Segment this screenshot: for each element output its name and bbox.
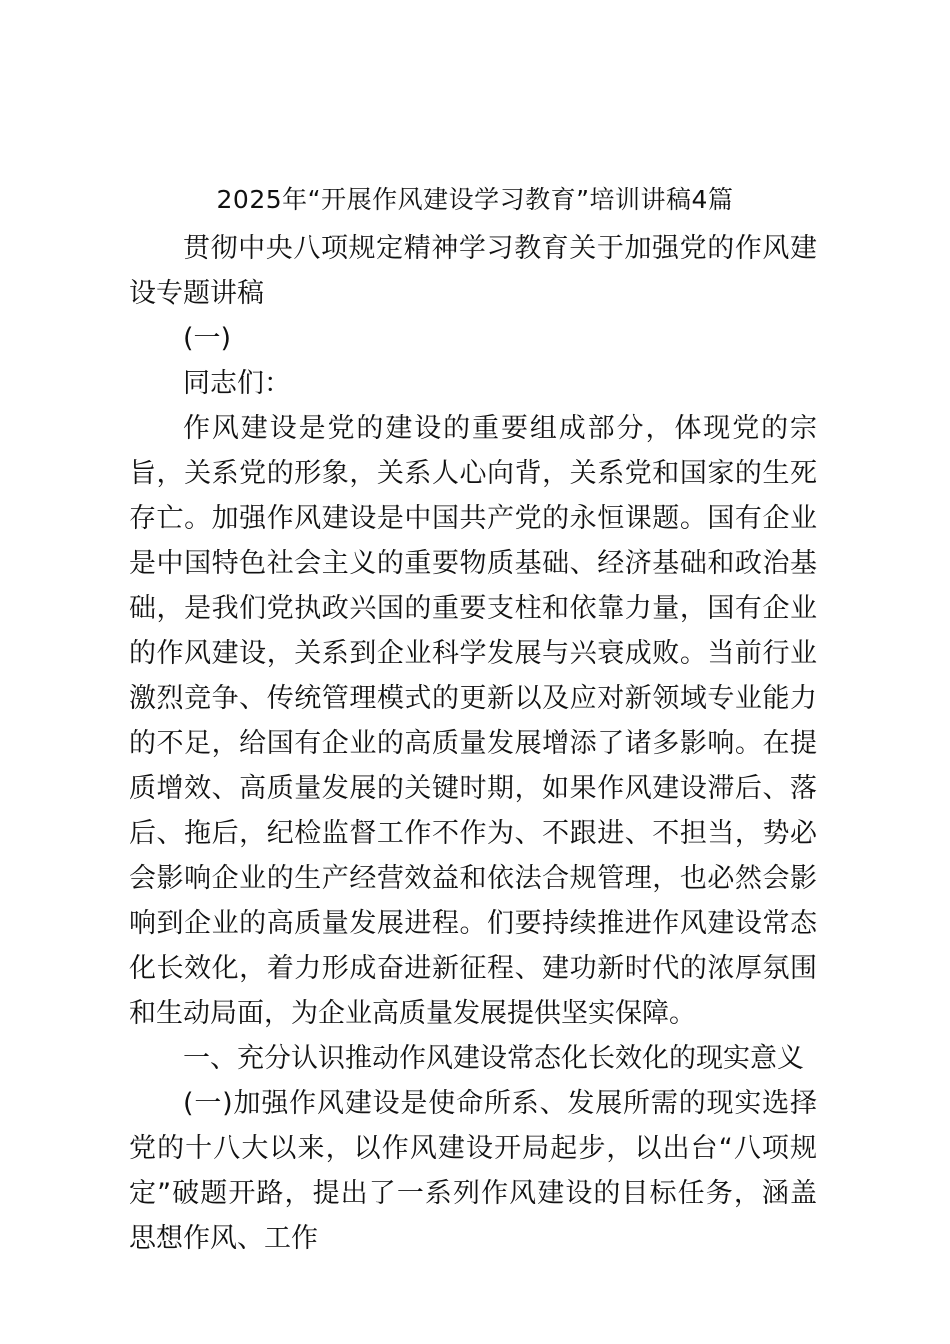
document-body: [129, 226, 817, 1261]
paragraph-salutation: 同志们：: [183, 368, 291, 399]
paragraph-subtitle: 贯彻中央八项规定精神学习教育关于加强党的作风建设专题讲稿: [129, 233, 817, 309]
section-heading: 一、充分认识推动作风建设常态化长效化的现实意义: [183, 1043, 804, 1074]
document-title: 2025年“开展作风建设学习教育”培训讲稿4篇: [216, 185, 734, 214]
paragraph-section-1: (一)加强作风建设是使命所系、发展所需的现实选择党的十八大以来，以作风建设开局起步，以出台“八项规定”破题开路，提出了一系列作风建设的目标任务，涵盖思想作风、工作: [129, 1088, 817, 1254]
paragraph-part-number: (一): [183, 323, 232, 354]
paragraph-intro: 作风建设是党的建设的重要组成部分，体现党的宗旨，关系党的形象，关系人心向背，关系党和国家的生死存亡。加强作风建设是中国共产党的永恒课题。国有企业是中国特色社会主义的重要物质基础、经济基础和政治基础，是我们党执政兴国的重要支柱和依靠力量，国有企业的作风建设，关系到企业科学发展与兴衰成败。当前行业激烈竞争、传统管理模式的更新以及应对新领域专业能力的不足，给国有企业的高质量发展增添了诸多影响。在提质增效、高质量发展的关键时期，如果作风建设滞后、落后、拖后，纪检监督工作不作为、不跟进、不担当，势必会影响企业的生产经营效益和依法合规管理，也必然会影响到企业的高质量发展进程。们要持续推进作风建设常态化长效化，着力形成奋进新征程、建功新时代的浓厚氛围和生动局面，为企业高质量发展提供坚实保障。: [129, 413, 817, 1029]
